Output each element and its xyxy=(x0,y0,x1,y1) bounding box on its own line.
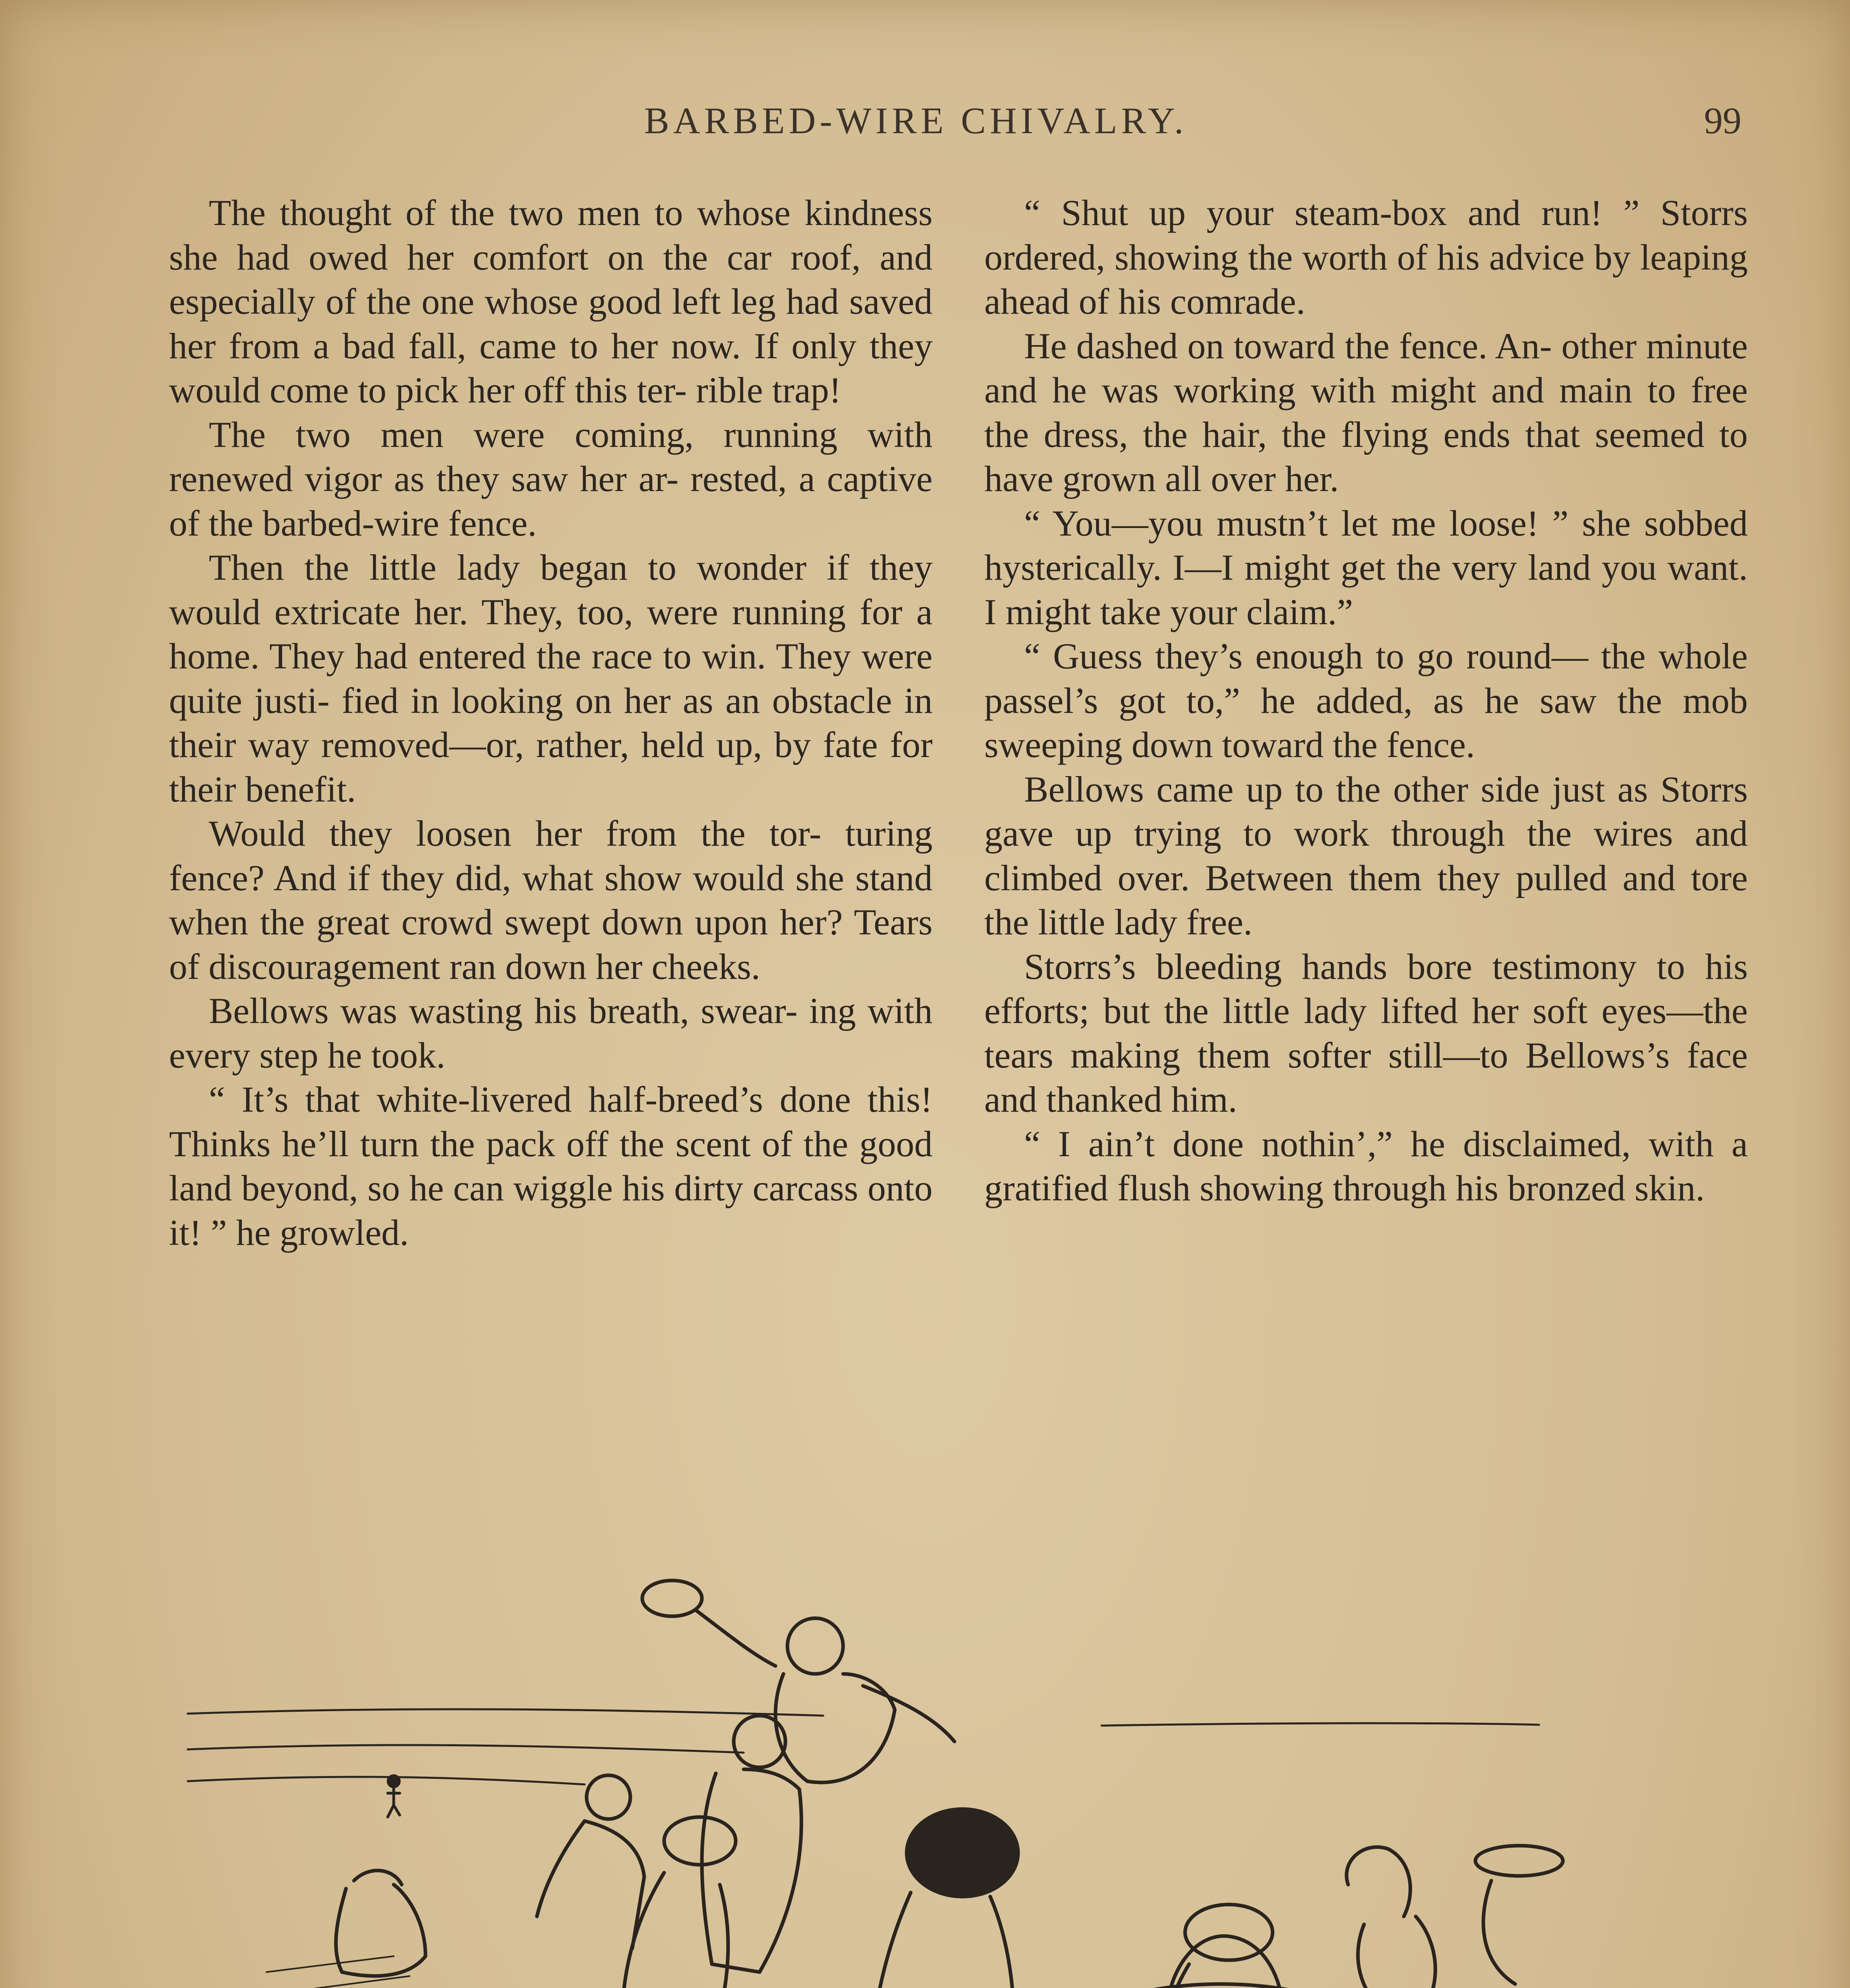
paragraph: “ It’s that white-livered half-breed’s done this! Thinks he’ll turn the pack off the scent of the good land beyond, so he can wiggle his dirty carcass onto it! ” he growled. xyxy=(169,1079,933,1253)
running-title: BARBED-WIRE CHIVALRY. xyxy=(644,100,1187,142)
paragraph: Bellows was wasting his breath, swear- ing with every step he took. xyxy=(169,990,933,1076)
plain-horizon xyxy=(187,1709,1539,1784)
paragraph: “ Shut up your steam-box and run! ” Storrs ordered, showing the worth of his advice by leaping ahead of his comrade. xyxy=(984,192,1748,322)
paragraph: “ I ain’t done nothin’,” he disclaimed, with a gratified flush showing through his bronzed skin. xyxy=(984,1123,1748,1208)
paragraph: “ Guess they’s enough to go round— the whole passel’s got to,” he added, as he saw the mob sweeping down toward the fence. xyxy=(984,636,1748,765)
man-big-hat xyxy=(1039,1936,1490,1988)
paragraph: The thought of the two men to whose kindness she had owed her comfort on the car roof, and especially of the one whose good left leg had saved her from a bad fall, came to her now. If only they would come to pick her off this ter- rible trap! xyxy=(169,192,933,410)
distant-runner xyxy=(388,1776,400,1817)
woman-dark-hat xyxy=(823,1809,1022,1988)
page-number: 99 xyxy=(1704,100,1741,142)
left-column xyxy=(169,191,933,1255)
crouching-man xyxy=(336,1871,426,1976)
woman-bonnet xyxy=(1347,1847,1435,1988)
man-boater xyxy=(1461,1846,1563,1988)
paragraph: Storrs’s bleeding hands bore testimony to his efforts; but the little lady lifted her soft eyes—the tears making them softer still—to Bellows’s face and thanked him. xyxy=(984,946,1748,1120)
right-column xyxy=(984,191,1748,1211)
paragraph: Then the little lady began to wonder if they would extricate her. They, too, were running for a home. They had entered the race to win. They were quite justi- fied in looking on her as an obstacle in their way removed—or, rather, held up, by fate for their benefit. xyxy=(169,547,933,810)
ground-hatching xyxy=(258,1956,489,1988)
paragraph: The two men were coming, running with renewed vigor as they saw her ar- rested, a captive of the barbed-wire fence. xyxy=(169,414,933,544)
paragraph: “ You—you mustn’t let me loose! ” she sobbed hysterically. I—I might get the very land you want. I might take your claim.” xyxy=(984,503,1748,632)
paragraph: Bellows came up to the other side just as Storrs gave up trying to work through the wires and climbed over. Between them they pulled and tore the little lady free. xyxy=(984,769,1748,942)
runner-cap xyxy=(537,1775,644,1948)
paragraph: Would they loosen her from the tor- turing fence? And if they did, what show would she stand when the great crowd swept down upon her? Tears of discouragement ran down her cheeks. xyxy=(169,813,933,987)
man-bowler xyxy=(1166,1905,1273,1988)
waving-man xyxy=(642,1580,954,1782)
crowd-illustration xyxy=(187,1535,1770,1988)
paragraph: He dashed on toward the fence. An- other minute and he was working with might and main to free the dress, the hair, the flying ends that seemed to have grown all over her. xyxy=(984,325,1748,499)
